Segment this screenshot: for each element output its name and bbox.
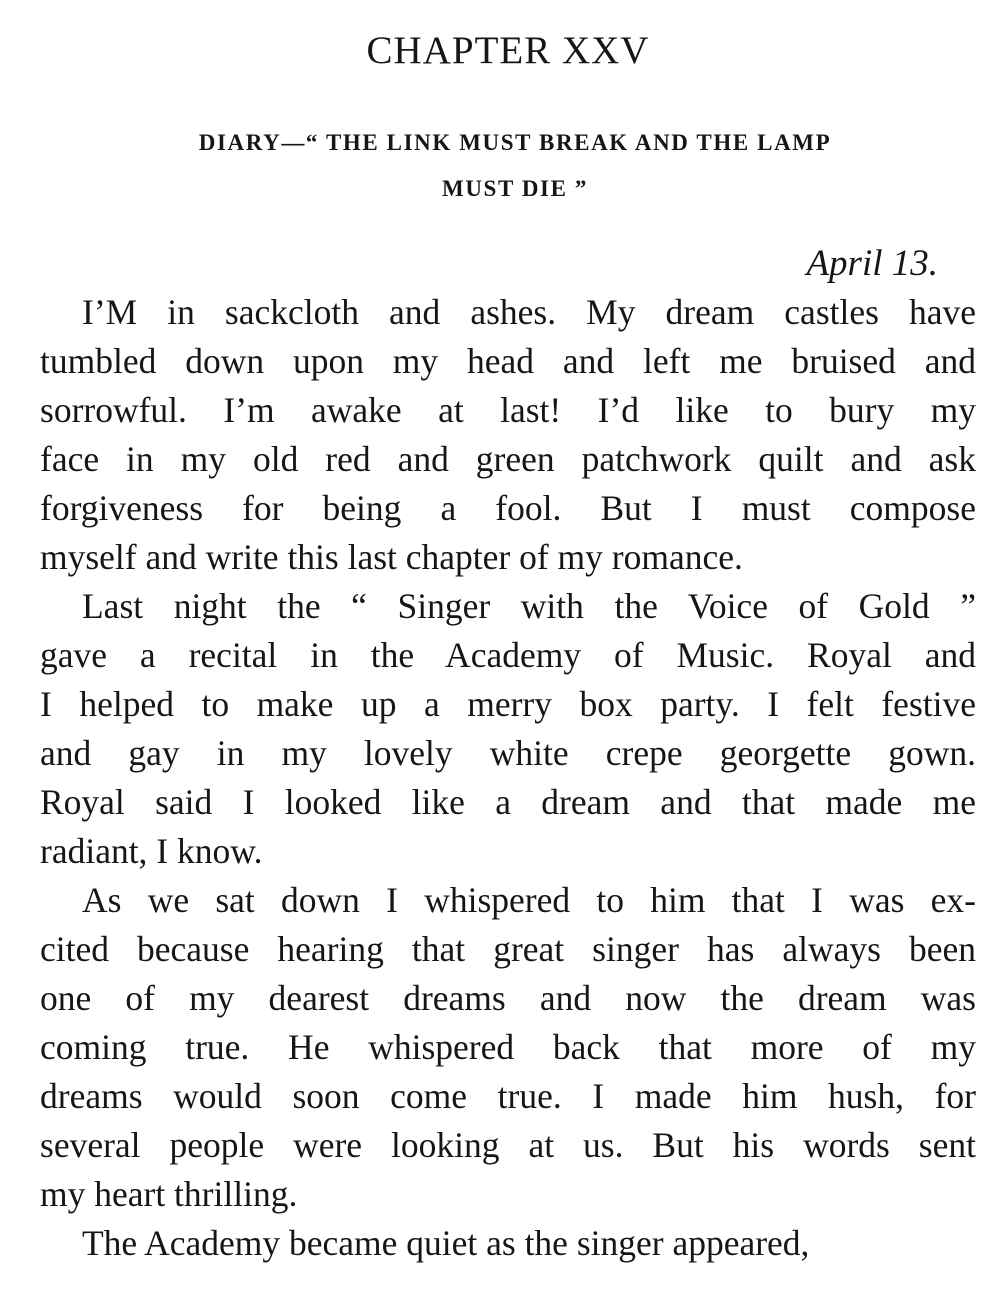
- text-line: radiant, I know.: [40, 831, 263, 871]
- text-line: cited because hearing that great singer has always been: [40, 929, 976, 969]
- text-line: dreams would soon come true. I made him hush, for: [40, 1076, 976, 1116]
- text-line: The Academy became quiet as the singer appeared,: [82, 1223, 810, 1263]
- paragraph: [40, 288, 976, 582]
- text-line: I’M in sackcloth and ashes. My dream castles have: [82, 292, 976, 332]
- text-line: forgiveness for being a fool. But I must compose: [40, 488, 976, 528]
- text-line: coming true. He whispered back that more of my: [40, 1027, 976, 1067]
- text-line: tumbled down upon my head and left me bruised and: [40, 341, 976, 381]
- text-line: As we sat down I whispered to him that I was ex-: [82, 880, 976, 920]
- text-line: myself and write this last chapter of my romance.: [40, 537, 743, 577]
- text-line: gave a recital in the Academy of Music. Royal and: [40, 635, 976, 675]
- subtitle-line: MUST DIE ”: [442, 176, 588, 201]
- text-line: one of my dearest dreams and now the dream was: [40, 978, 976, 1018]
- body-text: [40, 288, 976, 1268]
- text-line: and gay in my lovely white crepe georgette gown.: [40, 733, 976, 773]
- chapter-subtitle: [80, 120, 950, 212]
- text-line: my heart thrilling.: [40, 1174, 298, 1214]
- chapter-heading: CHAPTER XXV: [366, 29, 650, 72]
- text-line: several people were looking at us. But his words sent: [40, 1125, 976, 1165]
- text-line: face in my old red and green patchwork quilt and ask: [40, 439, 976, 479]
- text-line: Royal said I looked like a dream and that made me: [40, 782, 976, 822]
- subtitle-line: DIARY—“ THE LINK MUST BREAK AND THE LAMP: [198, 130, 832, 155]
- text-line: I helped to make up a merry box party. I felt festive: [40, 684, 976, 724]
- paragraph: [40, 582, 976, 876]
- paragraph: [40, 876, 976, 1219]
- paragraph: [40, 1219, 976, 1268]
- text-line: sorrowful. I’m awake at last! I’d like to bury my: [40, 390, 976, 430]
- diary-date: April 13.: [806, 243, 938, 284]
- text-line: Last night the “ Singer with the Voice of Gold ”: [82, 586, 976, 626]
